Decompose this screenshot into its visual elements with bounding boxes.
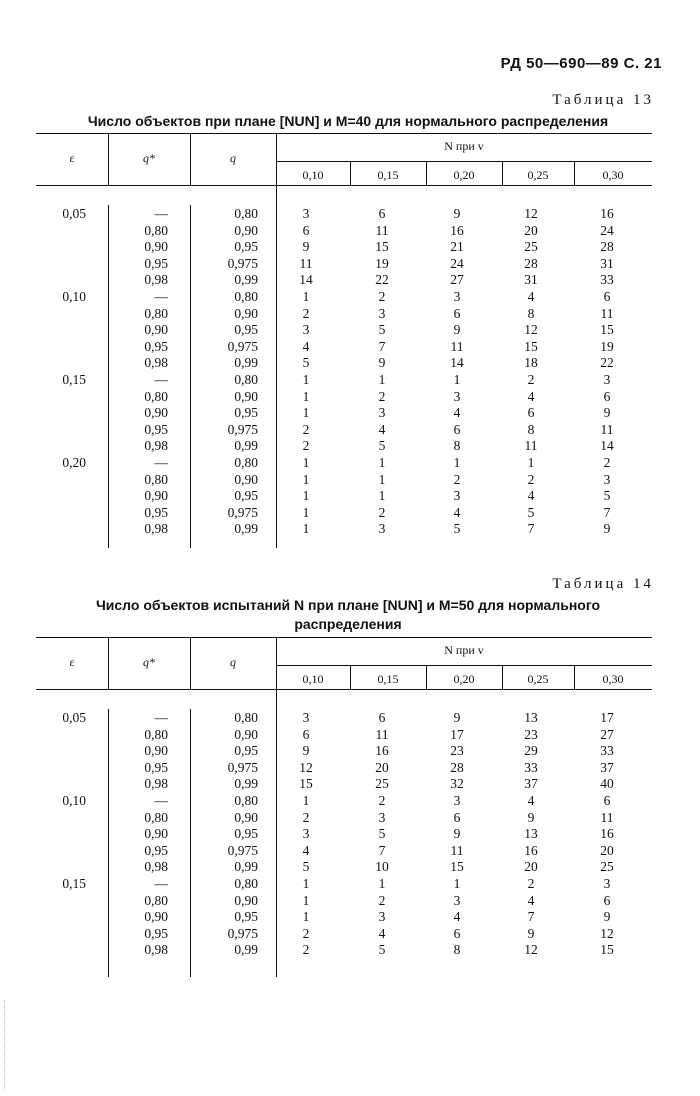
n-value: 5	[527, 504, 535, 520]
n-value: 1	[302, 388, 310, 404]
page-header: РД 50—690—89 С. 21	[500, 55, 662, 72]
header-qstar: q*	[143, 655, 155, 669]
q-value: 0,99	[234, 521, 258, 536]
q-value: 0,975	[227, 925, 258, 941]
n-value: 2	[302, 438, 310, 453]
n-value: 1	[527, 455, 535, 470]
n-value: 4	[527, 892, 535, 908]
header-v: 0,30	[602, 672, 624, 686]
n-value: 7	[527, 521, 535, 536]
q-value: 0,90	[234, 471, 258, 487]
q-value: 0,95	[234, 826, 258, 841]
q-value: 0,80	[234, 455, 258, 470]
n-value: 3	[603, 372, 611, 387]
n-value: 3	[378, 809, 386, 825]
n-value: 9	[453, 206, 461, 221]
header-v: 0,15	[377, 168, 399, 182]
n-value: 5	[378, 438, 386, 453]
q-value: 0,99	[234, 355, 258, 370]
n-value: 19	[375, 255, 389, 271]
eps-value: 0,05	[62, 710, 86, 725]
n-value: 3	[378, 405, 386, 420]
n-value: 9	[603, 521, 611, 536]
header-v: 0,20	[453, 168, 475, 182]
n-value: 4	[527, 793, 535, 808]
q-value: 0,80	[234, 876, 258, 891]
n-value: 16	[600, 826, 614, 841]
n-value: 1	[302, 521, 310, 536]
n-value: 23	[524, 726, 538, 742]
q-value: 0,95	[234, 488, 258, 503]
qstar-value: 0,95	[144, 338, 168, 354]
q-value: 0,975	[227, 421, 258, 437]
n-value: 22	[600, 355, 614, 370]
q-value: 0,99	[234, 438, 258, 453]
n-value: 24	[600, 222, 614, 238]
qstar-value: 0,98	[144, 438, 168, 453]
n-value: 9	[527, 925, 535, 941]
n-value: 31	[524, 272, 538, 287]
n-value: 11	[450, 338, 464, 354]
n-value: 11	[600, 809, 614, 825]
n-value: 6	[453, 925, 461, 941]
n-value: 6	[302, 726, 310, 742]
n-value: 6	[378, 206, 386, 221]
n-value: 4	[527, 388, 535, 404]
n-value: 6	[453, 809, 461, 825]
table-14-label: Таблица 14	[552, 576, 654, 592]
n-value: 2	[453, 471, 461, 487]
n-value: 1	[378, 488, 386, 503]
q-value: 0,99	[234, 942, 258, 957]
n-value: 15	[524, 338, 538, 354]
n-value: 15	[600, 942, 614, 957]
n-value: 25	[600, 859, 614, 874]
n-value: 11	[450, 842, 464, 858]
n-value: 17	[600, 710, 614, 725]
n-value: 4	[378, 925, 386, 941]
n-value: 4	[527, 488, 535, 503]
n-value: 3	[603, 876, 611, 891]
n-value: 25	[524, 239, 538, 254]
n-value: 12	[600, 925, 614, 941]
n-value: 3	[302, 710, 310, 725]
n-value: 32	[450, 776, 464, 791]
n-value: 8	[453, 438, 461, 453]
n-value: 4	[453, 504, 461, 520]
header-qstar: q*	[143, 151, 155, 165]
qstar-value: —	[154, 455, 168, 470]
q-value: 0,80	[234, 289, 258, 304]
n-value: 1	[378, 876, 386, 891]
qstar-value: 0,80	[144, 222, 168, 238]
q-value: 0,90	[234, 809, 258, 825]
n-value: 4	[453, 909, 461, 924]
n-value: 11	[375, 726, 389, 742]
q-value: 0,80	[234, 206, 258, 221]
n-value: 1	[453, 372, 461, 387]
n-value: 9	[527, 809, 535, 825]
n-value: 3	[302, 826, 310, 841]
n-value: 2	[378, 892, 386, 908]
n-value: 18	[524, 355, 538, 370]
n-value: 17	[450, 726, 464, 742]
q-value: 0,80	[234, 793, 258, 808]
n-value: 10	[375, 859, 389, 874]
n-value: 5	[302, 859, 310, 874]
n-value: 11	[524, 438, 538, 453]
n-value: 23	[450, 743, 464, 758]
q-value: 0,80	[234, 372, 258, 387]
n-value: 3	[453, 793, 461, 808]
n-value: 40	[600, 776, 614, 791]
n-value: 12	[524, 206, 538, 221]
qstar-value: 0,80	[144, 471, 168, 487]
table-14-caption	[36, 596, 660, 634]
n-value: 15	[450, 859, 464, 874]
n-value: 5	[378, 942, 386, 957]
q-value: 0,99	[234, 776, 258, 791]
n-value: 28	[600, 239, 614, 254]
n-value: 14	[299, 272, 313, 287]
qstar-value: 0,90	[144, 405, 168, 420]
n-value: 4	[527, 289, 535, 304]
qstar-value: 0,90	[144, 488, 168, 503]
n-value: 5	[603, 488, 611, 503]
n-value: 1	[378, 471, 386, 487]
n-value: 9	[603, 909, 611, 924]
n-value: 28	[450, 759, 464, 775]
n-value: 1	[302, 289, 310, 304]
qstar-value: —	[154, 710, 168, 725]
n-value: 4	[378, 421, 386, 437]
n-value: 19	[600, 338, 614, 354]
n-value: 15	[600, 322, 614, 337]
n-value: 2	[378, 504, 386, 520]
qstar-value: 0,80	[144, 809, 168, 825]
qstar-value: 0,98	[144, 859, 168, 874]
n-value: 9	[453, 826, 461, 841]
n-value: 1	[302, 455, 310, 470]
n-value: 6	[453, 305, 461, 321]
n-value: 6	[603, 289, 611, 304]
n-value: 6	[527, 405, 535, 420]
header-v: 0,25	[527, 168, 549, 182]
n-value: 2	[302, 421, 310, 437]
qstar-value: 0,95	[144, 504, 168, 520]
q-value: 0,80	[234, 710, 258, 725]
eps-value: 0,15	[62, 372, 86, 387]
n-value: 5	[378, 322, 386, 337]
n-value: 11	[299, 255, 313, 271]
header-v: 0,15	[377, 672, 399, 686]
n-value: 3	[302, 322, 310, 337]
n-value: 33	[600, 272, 614, 287]
n-value: 2	[527, 876, 535, 891]
table-13	[36, 133, 652, 548]
q-value: 0,95	[234, 322, 258, 337]
n-value: 7	[378, 338, 386, 354]
n-value: 6	[603, 892, 611, 908]
n-value: 3	[378, 521, 386, 536]
qstar-value: 0,98	[144, 355, 168, 370]
qstar-value: 0,98	[144, 521, 168, 536]
q-value: 0,90	[234, 726, 258, 742]
qstar-value: —	[154, 372, 168, 387]
n-value: 1	[453, 455, 461, 470]
n-value: 33	[600, 743, 614, 758]
n-value: 3	[453, 892, 461, 908]
n-value: 7	[378, 842, 386, 858]
header-n-group: N при v	[444, 139, 484, 153]
n-value: 2	[302, 809, 310, 825]
n-value: 1	[302, 372, 310, 387]
n-value: 2	[378, 388, 386, 404]
q-value: 0,99	[234, 272, 258, 287]
q-value: 0,975	[227, 338, 258, 354]
qstar-value: 0,98	[144, 272, 168, 287]
n-value: 20	[524, 222, 538, 238]
q-value: 0,95	[234, 239, 258, 254]
n-value: 4	[302, 842, 310, 858]
n-value: 16	[450, 222, 464, 238]
n-value: 6	[302, 222, 310, 238]
n-value: 1	[302, 405, 310, 420]
n-value: 24	[450, 255, 464, 271]
n-value: 16	[600, 206, 614, 221]
qstar-value: 0,80	[144, 726, 168, 742]
q-value: 0,975	[227, 842, 258, 858]
n-value: 1	[302, 504, 310, 520]
n-value: 20	[524, 859, 538, 874]
q-value: 0,975	[227, 759, 258, 775]
n-value: 12	[299, 759, 313, 775]
n-value: 9	[453, 710, 461, 725]
n-value: 29	[524, 743, 538, 758]
q-value: 0,90	[234, 388, 258, 404]
n-value: 1	[378, 455, 386, 470]
n-value: 3	[453, 388, 461, 404]
n-value: 13	[524, 710, 538, 725]
eps-value: 0,10	[62, 289, 86, 304]
n-value: 9	[453, 322, 461, 337]
n-value: 37	[524, 776, 538, 791]
n-value: 1	[302, 909, 310, 924]
n-value: 15	[375, 239, 389, 254]
n-value: 3	[378, 909, 386, 924]
qstar-value: 0,90	[144, 322, 168, 337]
table-13-label: Таблица 13	[552, 92, 654, 108]
qstar-value: 0,95	[144, 421, 168, 437]
n-value: 9	[603, 405, 611, 420]
n-value: 20	[600, 842, 614, 858]
n-value: 6	[603, 793, 611, 808]
q-value: 0,90	[234, 222, 258, 238]
n-value: 1	[302, 876, 310, 891]
qstar-value: 0,98	[144, 776, 168, 791]
eps-value: 0,20	[62, 455, 86, 470]
n-value: 11	[600, 421, 614, 437]
n-value: 12	[524, 942, 538, 957]
q-value: 0,95	[234, 743, 258, 758]
n-value: 27	[600, 726, 614, 742]
q-value: 0,90	[234, 305, 258, 321]
q-value: 0,95	[234, 405, 258, 420]
n-value: 14	[600, 438, 614, 453]
n-value: 5	[453, 521, 461, 536]
n-value: 3	[378, 305, 386, 321]
n-value: 3	[302, 206, 310, 221]
n-value: 37	[600, 759, 614, 775]
n-value: 2	[527, 372, 535, 387]
n-value: 1	[378, 372, 386, 387]
n-value: 5	[302, 355, 310, 370]
eps-value: 0,15	[62, 876, 86, 891]
qstar-value: 0,80	[144, 305, 168, 321]
q-value: 0,90	[234, 892, 258, 908]
eps-value: 0,10	[62, 793, 86, 808]
n-value: 13	[524, 826, 538, 841]
n-value: 8	[527, 421, 535, 437]
q-value: 0,99	[234, 859, 258, 874]
qstar-value: 0,80	[144, 388, 168, 404]
header-n-group: N при v	[444, 643, 484, 657]
n-value: 6	[378, 710, 386, 725]
qstar-value: 0,98	[144, 942, 168, 957]
n-value: 6	[603, 388, 611, 404]
n-value: 2	[378, 793, 386, 808]
n-value: 8	[527, 305, 535, 321]
n-value: 15	[299, 776, 313, 791]
caption-line: распределения	[294, 616, 402, 632]
qstar-value: 0,90	[144, 826, 168, 841]
header-eps: ε	[69, 655, 75, 669]
n-value: 1	[302, 793, 310, 808]
n-value: 3	[453, 289, 461, 304]
header-v: 0,20	[453, 672, 475, 686]
n-value: 33	[524, 759, 538, 775]
table-14	[36, 637, 652, 977]
q-value: 0,975	[227, 255, 258, 271]
n-value: 16	[375, 743, 389, 758]
n-value: 22	[375, 272, 389, 287]
qstar-value: 0,80	[144, 892, 168, 908]
n-value: 2	[527, 471, 535, 487]
n-value: 4	[453, 405, 461, 420]
n-value: 16	[524, 842, 538, 858]
n-value: 9	[302, 239, 310, 254]
qstar-value: —	[154, 289, 168, 304]
n-value: 11	[600, 305, 614, 321]
n-value: 25	[375, 776, 389, 791]
n-value: 11	[375, 222, 389, 238]
q-value: 0,95	[234, 909, 258, 924]
qstar-value: 0,90	[144, 239, 168, 254]
n-value: 8	[453, 942, 461, 957]
header-v: 0,10	[302, 672, 324, 686]
header-v: 0,10	[302, 168, 324, 182]
qstar-value: —	[154, 793, 168, 808]
n-value: 1	[302, 488, 310, 503]
n-value: 2	[378, 289, 386, 304]
qstar-value: 0,95	[144, 255, 168, 271]
n-value: 2	[603, 455, 611, 470]
n-value: 9	[378, 355, 386, 370]
n-value: 27	[450, 272, 464, 287]
n-value: 21	[450, 239, 464, 254]
n-value: 4	[302, 338, 310, 354]
qstar-value: —	[154, 206, 168, 221]
header-q: q	[230, 655, 236, 669]
n-value: 14	[450, 355, 464, 370]
caption-line: Число объектов испытаний N при плане [NUN] и M=50 для нормального	[95, 597, 601, 613]
qstar-value: 0,95	[144, 925, 168, 941]
n-value: 2	[302, 925, 310, 941]
table-13-caption: Число объектов при плане [NUN] и M=40 для нормального распределения	[87, 113, 609, 129]
n-value: 28	[524, 255, 538, 271]
header-q: q	[230, 151, 236, 165]
header-v: 0,30	[602, 168, 624, 182]
n-value: 31	[600, 255, 614, 271]
qstar-value: 0,95	[144, 842, 168, 858]
n-value: 12	[524, 322, 538, 337]
qstar-value: 0,95	[144, 759, 168, 775]
n-value: 5	[378, 826, 386, 841]
n-value: 7	[527, 909, 535, 924]
n-value: 3	[453, 488, 461, 503]
n-value: 1	[302, 892, 310, 908]
qstar-value: 0,90	[144, 743, 168, 758]
n-value: 9	[302, 743, 310, 758]
header-eps: ε	[69, 151, 75, 165]
n-value: 7	[603, 504, 611, 520]
qstar-value: —	[154, 876, 168, 891]
eps-value: 0,05	[62, 206, 86, 221]
n-value: 2	[302, 305, 310, 321]
q-value: 0,975	[227, 504, 258, 520]
n-value: 3	[603, 471, 611, 487]
n-value: 20	[375, 759, 389, 775]
n-value: 1	[302, 471, 310, 487]
n-value: 2	[302, 942, 310, 957]
header-v: 0,25	[527, 672, 549, 686]
n-value: 1	[453, 876, 461, 891]
n-value: 6	[453, 421, 461, 437]
qstar-value: 0,90	[144, 909, 168, 924]
